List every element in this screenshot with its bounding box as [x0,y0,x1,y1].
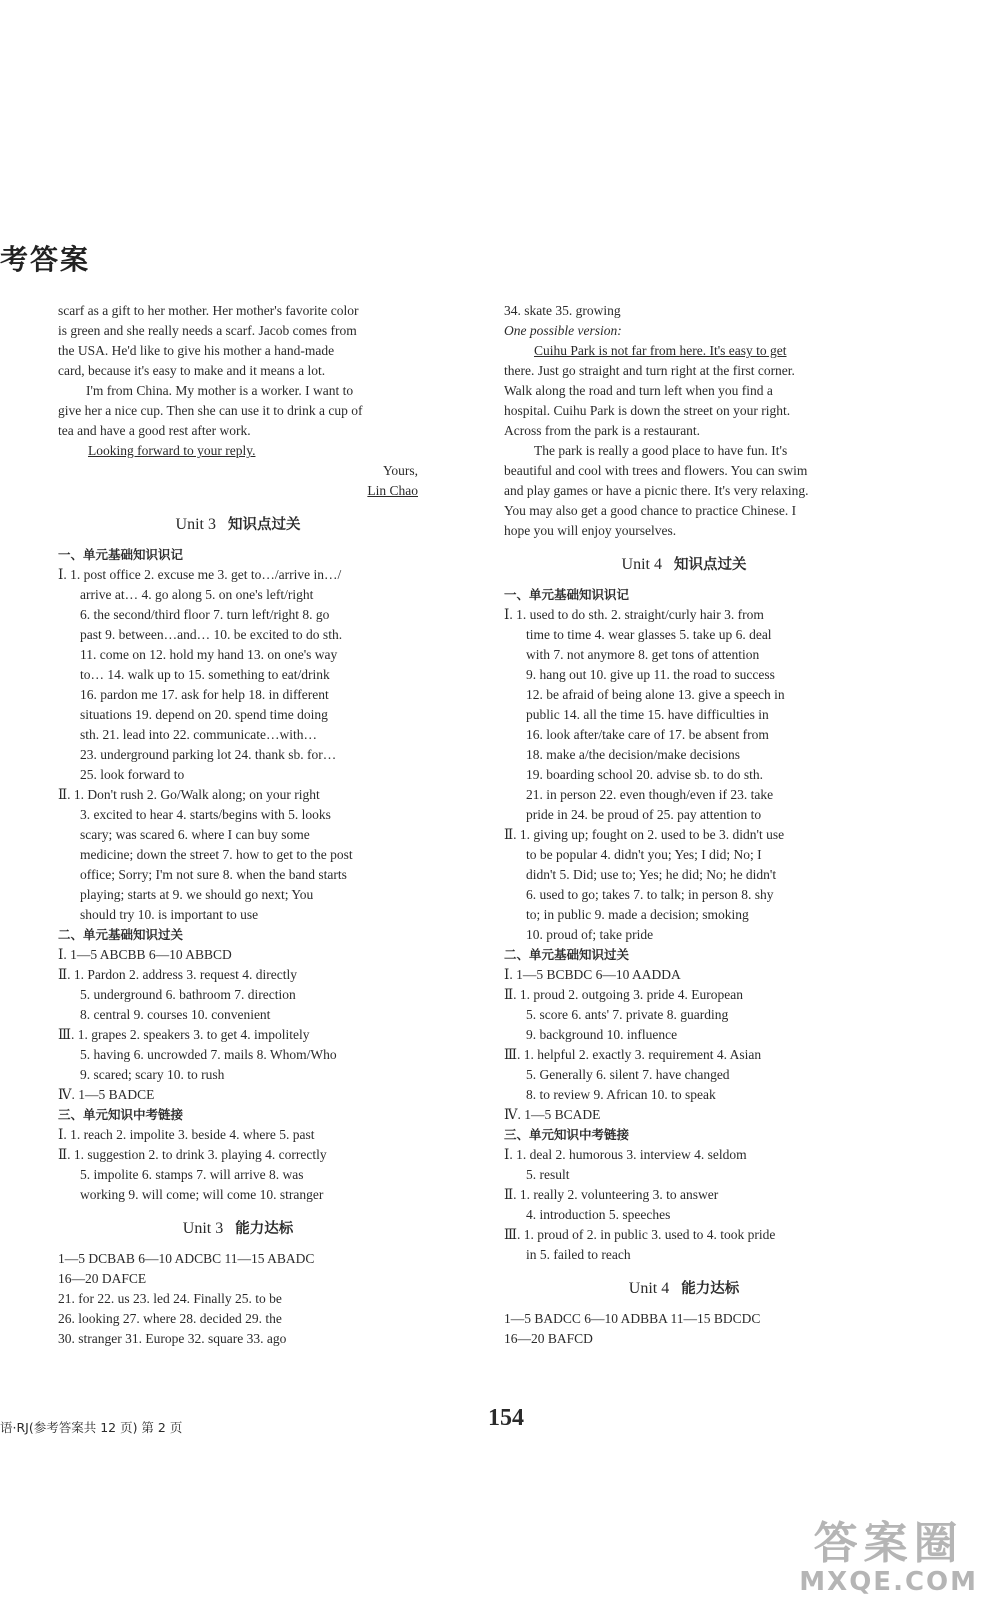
answer-line: Ⅰ. 1. deal 2. humorous 3. interview 4. seldom [504,1147,747,1162]
unit4-knowledge-heading [504,555,864,575]
footer-page-info: 语·RJ(参考答案共 12 页) 第 2 页 [0,1420,183,1435]
answer-line: 16—20 BAFCD [504,1331,593,1346]
answer-line: to be popular 4. didn't you; Yes; I did; No; I [526,847,762,862]
text-line: tea and have a good rest after work. [58,423,251,438]
answer-line: 9. hang out 10. give up 11. the road to success [526,667,775,682]
answer-line: scary; was scared 6. where I can buy some [80,827,310,842]
answer-line: 25. look forward to [80,767,185,782]
text-line: I'm from China. My mother is a worker. I want to [86,383,354,398]
answer-line: 23. underground parking lot 24. thank sb. for… [80,747,337,762]
answer-line: Ⅲ. 1. grapes 2. speakers 3. to get 4. impolitely [58,1027,310,1042]
answer-line: 1—5 BADCC 6—10 ADBBA 11—15 BDCDC [504,1311,761,1326]
text-line: the USA. He'd like to give his mother a hand-made [58,343,335,358]
heading-label: 知识点过关 [673,557,747,573]
essay-line: beautiful and cool with trees and flowers. You can swim [504,463,808,478]
unit3-ability-heading [58,1219,418,1239]
answer-group [58,785,418,925]
answer-line: 10. proud of; take pride [526,927,654,942]
answer-line: Ⅰ. 1. reach 2. impolite 3. beside 4. where 5. past [58,1127,315,1142]
answer-line: 5. impolite 6. stamps 7. will arrive 8. was [80,1167,304,1182]
answer-line: time to time 4. wear glasses 5. take up 6. deal [526,627,772,642]
answer-line: 3. excited to hear 4. starts/begins with 5. looks [80,807,331,822]
essay-line: hope you will enjoy yourselves. [504,523,677,538]
text-line: is green and she really needs a scarf. Jacob comes from [58,323,357,338]
answer-line: working 9. will come; will come 10. stranger [80,1187,324,1202]
page-number: 154 [488,1405,524,1431]
heading-unit: Unit 3 [182,1220,224,1237]
answer-group [58,945,418,1105]
answer-line: in 5. failed to reach [526,1247,631,1262]
answer-line: pride in 24. be proud of 25. pay attention to [526,807,762,822]
text-line: give her a nice cup. Then she can use it to drink a cup of [58,403,363,418]
answer-line: past 9. between…and… 10. be excited to do sth. [80,627,343,642]
answer-line: 8. central 9. courses 10. convenient [80,1007,271,1022]
answer-line: 30. stranger 31. Europe 32. square 33. ago [58,1331,287,1346]
answer-group [504,1145,864,1265]
page-title: 考答案 [0,243,91,276]
answer-line: 4. introduction 5. speeches [526,1207,671,1222]
answer-line: should try 10. is important to use [80,907,259,922]
answer-line: Ⅰ. 1—5 BCBDC 6—10 AADDA [504,967,681,982]
answer-line: 8. to review 9. African 10. to speak [526,1087,716,1102]
answer-line: 12. be afraid of being alone 13. give a speech in [526,687,785,702]
closing-line: Looking forward to your reply. [88,443,256,458]
heading-label: 能力达标 [235,1221,294,1237]
letter-block [58,301,418,501]
answer-line: 9. scared; scary 10. to rush [80,1067,225,1082]
unit4-ability-heading [504,1279,864,1299]
essay-line: there. Just go straight and turn right at the first corner. [504,363,795,378]
essay-line: Across from the park is a restaurant. [504,423,701,438]
answer-line: Ⅰ. 1. used to do sth. 2. straight/curly hair 3. from [504,607,764,622]
answer-line: Ⅲ. 1. helpful 2. exactly 3. requirement 4. Asian [504,1047,762,1062]
answer-line: sth. 21. lead into 22. communicate…with… [80,727,317,742]
answer-line: Ⅱ. 1. giving up; fought on 2. used to be 3. didn't use [504,827,785,842]
answer-line: with 7. not anymore 8. get tons of attention [526,647,760,662]
answer-line: 5. result [526,1167,570,1182]
heading-label: 知识点过关 [227,517,301,533]
heading-unit: Unit 4 [628,1280,670,1297]
version-label: One possible version: [504,323,622,338]
heading-unit: Unit 3 [175,516,216,533]
answer-group [504,965,864,1125]
essay-block [504,341,864,541]
answer-line: to… 14. walk up to 15. something to eat/drink [80,667,330,682]
answer-line: 9. background 10. influence [526,1027,678,1042]
essay-line: You may also get a good chance to practice Chinese. I [504,503,797,518]
answer-group [504,825,864,945]
answer-line: 21. for 22. us 23. led 24. Finally 25. to be [58,1291,282,1306]
answer-line: Ⅳ. 1—5 BADCE [58,1087,155,1102]
answer-line: 16. look after/take care of 17. be absent from [526,727,769,742]
answer-group [58,1125,418,1205]
section-heading: 三、单元知识中考链接 [504,1127,630,1142]
section-heading: 一、单元基础知识识记 [58,547,184,562]
answer-line: 6. the second/third floor 7. turn left/right 8. go [80,607,330,622]
section-heading: 二、单元基础知识过关 [504,947,630,962]
answer-line: 5. having 6. uncrowded 7. mails 8. Whom/Who [80,1047,337,1062]
essay-line: The park is really a good place to have fun. It's [534,443,788,458]
answer-group [504,1309,864,1349]
answer-group [504,605,864,825]
answer-line: didn't 5. Did; use to; Yes; he did; No; he didn't [526,867,777,882]
answer-line: Ⅲ. 1. proud of 2. in public 3. used to 4. took pride [504,1227,776,1242]
text-line: card, because it's easy to make and it means a lot. [58,363,326,378]
answer-line: 1—5 DCBAB 6—10 ADCBC 11—15 ABADC [58,1251,315,1266]
essay-line: Cuihu Park is not far from here. It's easy to get [534,343,787,358]
answer-line: Ⅰ. 1. post office 2. excuse me 3. get to…/arrive in…/ [58,567,342,582]
answer-group [58,1249,418,1349]
signoff-line: Yours, [382,463,418,478]
answer-line: Ⅱ. 1. suggestion 2. to drink 3. playing 4. correctly [58,1147,327,1162]
answer-line: 5. Generally 6. silent 7. have changed [526,1067,730,1082]
answer-line: situations 19. depend on 20. spend time doing [80,707,328,722]
answer-line: Ⅳ. 1—5 BCADE [504,1107,601,1122]
essay-line: hospital. Cuihu Park is down the street on your right. [504,403,791,418]
watermark-text: 答案圈 [813,1518,964,1569]
answer-line: 19. boarding school 20. advise sb. to do sth. [526,767,763,782]
answer-line: playing; starts at 9. we should go next; You [80,887,314,902]
answer-line: to; in public 9. made a decision; smoking [526,907,749,922]
unit3-knowledge-heading [58,515,418,535]
signature-name: Lin Chao [367,483,418,498]
answer-line: Ⅱ. 1. really 2. volunteering 3. to answer [504,1187,719,1202]
answer-line: medicine; down the street 7. how to get to the post [80,847,353,862]
answer-line: public 14. all the time 15. have difficulties in [526,707,769,722]
answer-line: 21. in person 22. even though/even if 23. take [526,787,774,802]
right-column [504,301,864,1349]
answer-line: 18. make a/the decision/make decisions [526,747,741,762]
answer-line: Ⅱ. 1. Don't rush 2. Go/Walk along; on your right [58,787,320,802]
answer-line: 16—20 DAFCE [58,1271,147,1286]
text-line: scarf as a gift to her mother. Her mother's favorite color [58,303,359,318]
answer-line: arrive at… 4. go along 5. on one's left/right [80,587,314,602]
answer-line: 5. underground 6. bathroom 7. direction [80,987,296,1002]
left-column [58,301,418,1349]
answer-line: 11. come on 12. hold my hand 13. on one's way [80,647,338,662]
section-heading: 二、单元基础知识过关 [58,927,184,942]
answer-line: 34. skate 35. growing [504,303,621,318]
answer-line: 26. looking 27. where 28. decided 29. the [58,1311,282,1326]
answer-line: Ⅱ. 1. proud 2. outgoing 3. pride 4. European [504,987,744,1002]
answer-line: 16. pardon me 17. ask for help 18. in different [80,687,329,702]
answer-line: Ⅱ. 1. Pardon 2. address 3. request 4. directly [58,967,297,982]
heading-unit: Unit 4 [621,556,662,573]
heading-label: 能力达标 [681,1281,740,1297]
answer-line: office; Sorry; I'm not sure 8. when the band starts [80,867,347,882]
section-heading: 一、单元基础知识识记 [504,587,630,602]
answer-line: 5. score 6. ants' 7. private 8. guarding [526,1007,729,1022]
section-heading: 三、单元知识中考链接 [58,1107,184,1122]
answer-group [58,565,418,785]
essay-line: Walk along the road and turn left when you find a [504,383,773,398]
answer-line: Ⅰ. 1—5 ABCBB 6—10 ABBCD [58,947,232,962]
watermark-domain: MXQE.COM [799,1567,978,1597]
watermark-logo [799,1520,978,1596]
essay-line: and play games or have a picnic there. It's very relaxing. [504,483,809,498]
answer-line: 6. used to go; takes 7. to talk; in person 8. shy [526,887,774,902]
